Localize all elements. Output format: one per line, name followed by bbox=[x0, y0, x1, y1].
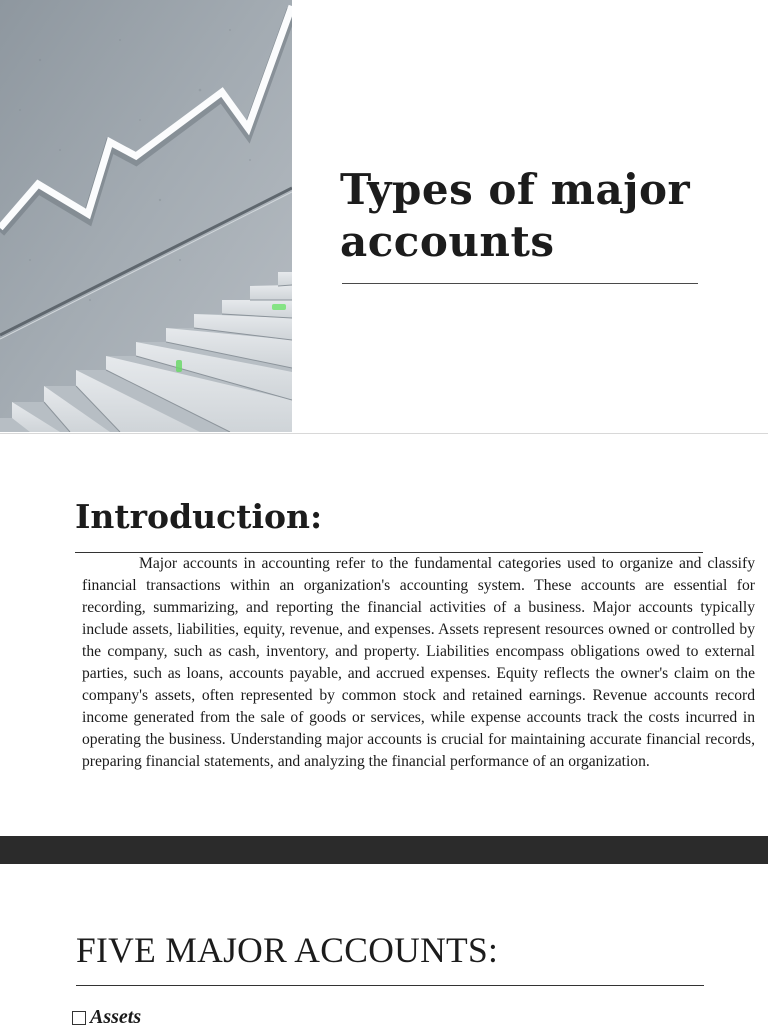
list-item-assets bbox=[72, 1006, 141, 1029]
stairs-growth-image bbox=[0, 0, 292, 432]
list-item-label: Assets bbox=[90, 1006, 142, 1028]
five-major-accounts-heading: FIVE MAJOR ACCOUNTS: bbox=[76, 930, 499, 970]
five-major-accounts-underline bbox=[76, 985, 704, 986]
title-underline bbox=[342, 283, 698, 284]
cover-slide bbox=[0, 0, 768, 432]
checkbox-bullet-icon bbox=[72, 1011, 86, 1025]
slide-divider-bar bbox=[0, 836, 768, 864]
cover-title: Types of major accounts bbox=[340, 165, 691, 266]
introduction-heading: Introduction: bbox=[75, 497, 323, 536]
introduction-paragraph: Major accounts in accounting refer to the fundamental categories used to organize and classify financial transactions within an organization's accounting system. These accounts are essential for recording, summarizing, and reporting the financial activities of a business. Major accounts typically include assets, liabilities, equity, revenue, and expenses. Assets represent resources owned or controlled by the company, such as cash, inventory, and property. Liabilities encompass obligations owed to external parties, such as loans, accounts payable, and accrued expenses. Equity reflects the owner's claim on the company's assets, often represented by common stock and retained earnings. Revenue accounts record income generated from the sale of goods or services, while expense accounts track the costs incurred in operating the business. Understanding major accounts is crucial for maintaining accurate financial records, preparing financial statements, and analyzing the financial performance of an organization. bbox=[82, 555, 755, 770]
cover-title-block bbox=[340, 164, 740, 268]
